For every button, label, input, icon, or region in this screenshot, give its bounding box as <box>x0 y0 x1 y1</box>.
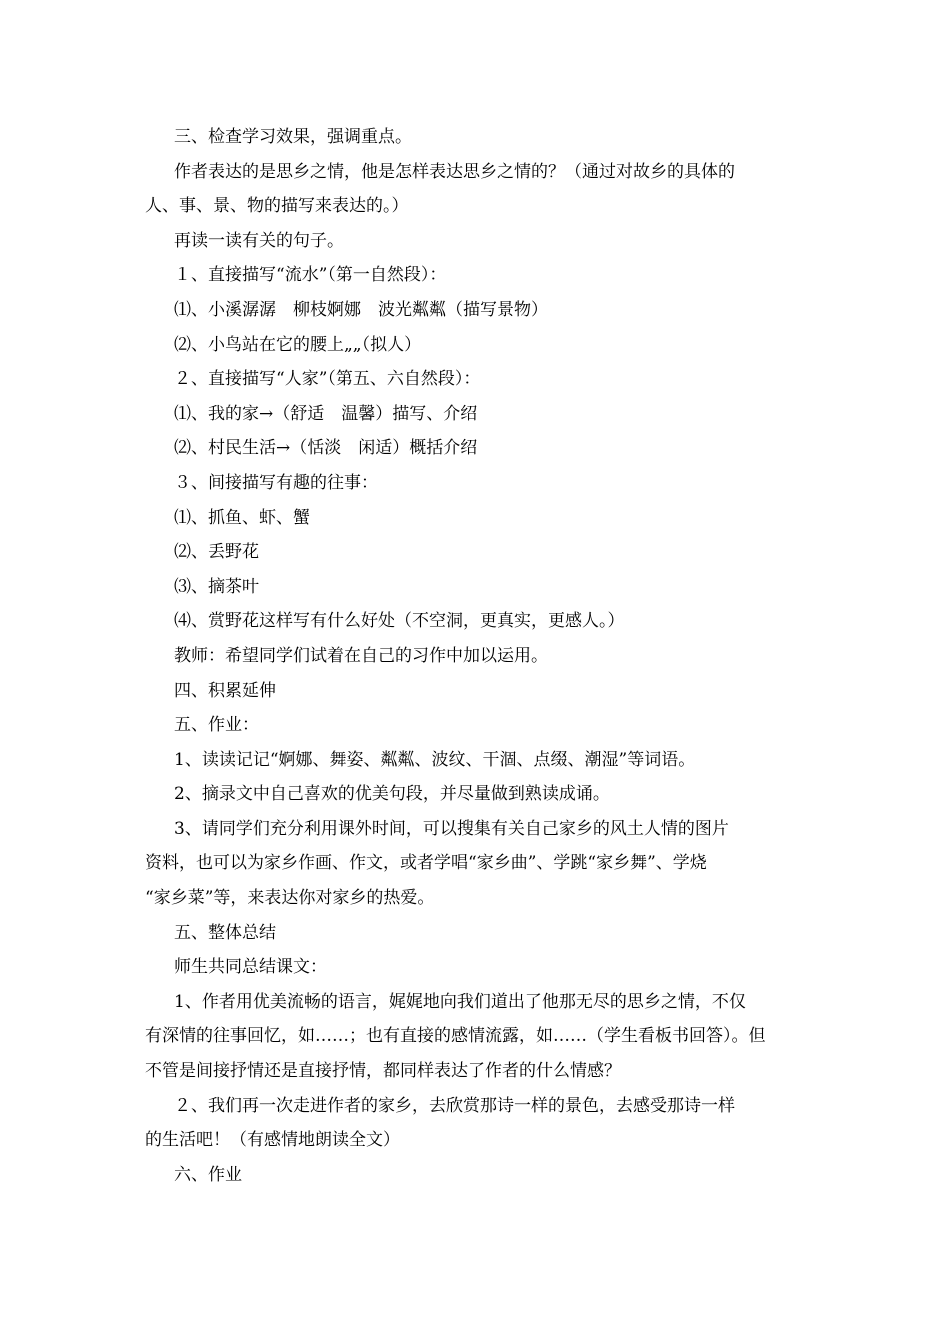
text-line: ２、我们再一次走进作者的家乡，去欣赏那诗一样的景色，去感受那诗一样 <box>174 1095 735 1116</box>
text-line: 教师：希望同学们试着在自己的习作中加以运用。 <box>174 645 548 666</box>
text-line: ⑶、摘茶叶 <box>174 576 259 597</box>
text-line: 五、整体总结 <box>174 922 276 943</box>
text-line: 师生共同总结课文： <box>174 957 327 978</box>
text-line: 3、请同学们充分利用课外时间，可以搜集有关自己家乡的风土人情的图片 <box>174 818 729 839</box>
text-line: 六、作业 <box>174 1164 242 1185</box>
text-line: 1、读读记记“婀娜、舞姿、粼粼、波纹、干涸、点缀、潮湿”等词语。 <box>174 749 696 770</box>
text-line: ⑵、丢野花 <box>174 542 259 563</box>
text-line: 的生活吧！（有感情地朗读全文） <box>145 1130 400 1151</box>
text-line: 有深情的往事回忆，如……；也有直接的感情流露，如……（学生看板书回答）。但 <box>145 1026 766 1047</box>
text-line: 2、摘录文中自己喜欢的优美句段，并尽量做到熟读成诵。 <box>174 784 610 805</box>
text-line: 资料，也可以为家乡作画、作文，或者学唱“家乡曲”、学跳“家乡舞”、学烧 <box>145 853 707 874</box>
text-line: 三、检查学习效果，强调重点。 <box>174 127 412 147</box>
text-line: ⑷、赏野花这样写有什么好处（不空洞，更真实，更感人。） <box>174 611 625 632</box>
text-line: ⑴、小溪潺潺 柳枝婀娜 波光粼粼（描写景物） <box>174 299 548 320</box>
text-line: 作者表达的是思乡之情，他是怎样表达思乡之情的？（通过对故乡的具体的 <box>174 161 735 182</box>
text-line: ⑴、抓鱼、虾、蟹 <box>174 507 310 528</box>
text-line: ３、间接描写有趣的往事： <box>174 472 378 493</box>
text-line: ２、直接描写“人家”（第五、六自然段）： <box>174 369 481 390</box>
text-line: 四、积累延伸 <box>174 680 276 701</box>
text-line: １、直接描写“流水”（第一自然段）： <box>174 265 447 286</box>
document-body <box>145 120 810 1192</box>
text-line: ⑵、村民生活→（恬淡 闲适）概括介绍 <box>174 438 478 459</box>
text-line: “家乡菜”等，来表达你对家乡的热爱。 <box>145 888 435 909</box>
text-line: 再读一读有关的句子。 <box>174 230 344 251</box>
text-line: ⑴、我的家→（舒适 温馨）描写、介绍 <box>174 403 478 424</box>
text-line: 1、作者用优美流畅的语言，娓娓地向我们道出了他那无尽的思乡之情，不仅 <box>174 991 746 1012</box>
text-line: 人、事、景、物的描写来表达的。） <box>145 196 409 217</box>
text-line: 五、作业： <box>174 715 259 736</box>
text-line: 不管是间接抒情还是直接抒情，都同样表达了作者的什么情感？ <box>145 1061 621 1082</box>
text-line: ⑵、小鸟站在它的腰上„„（拟人） <box>174 334 422 355</box>
